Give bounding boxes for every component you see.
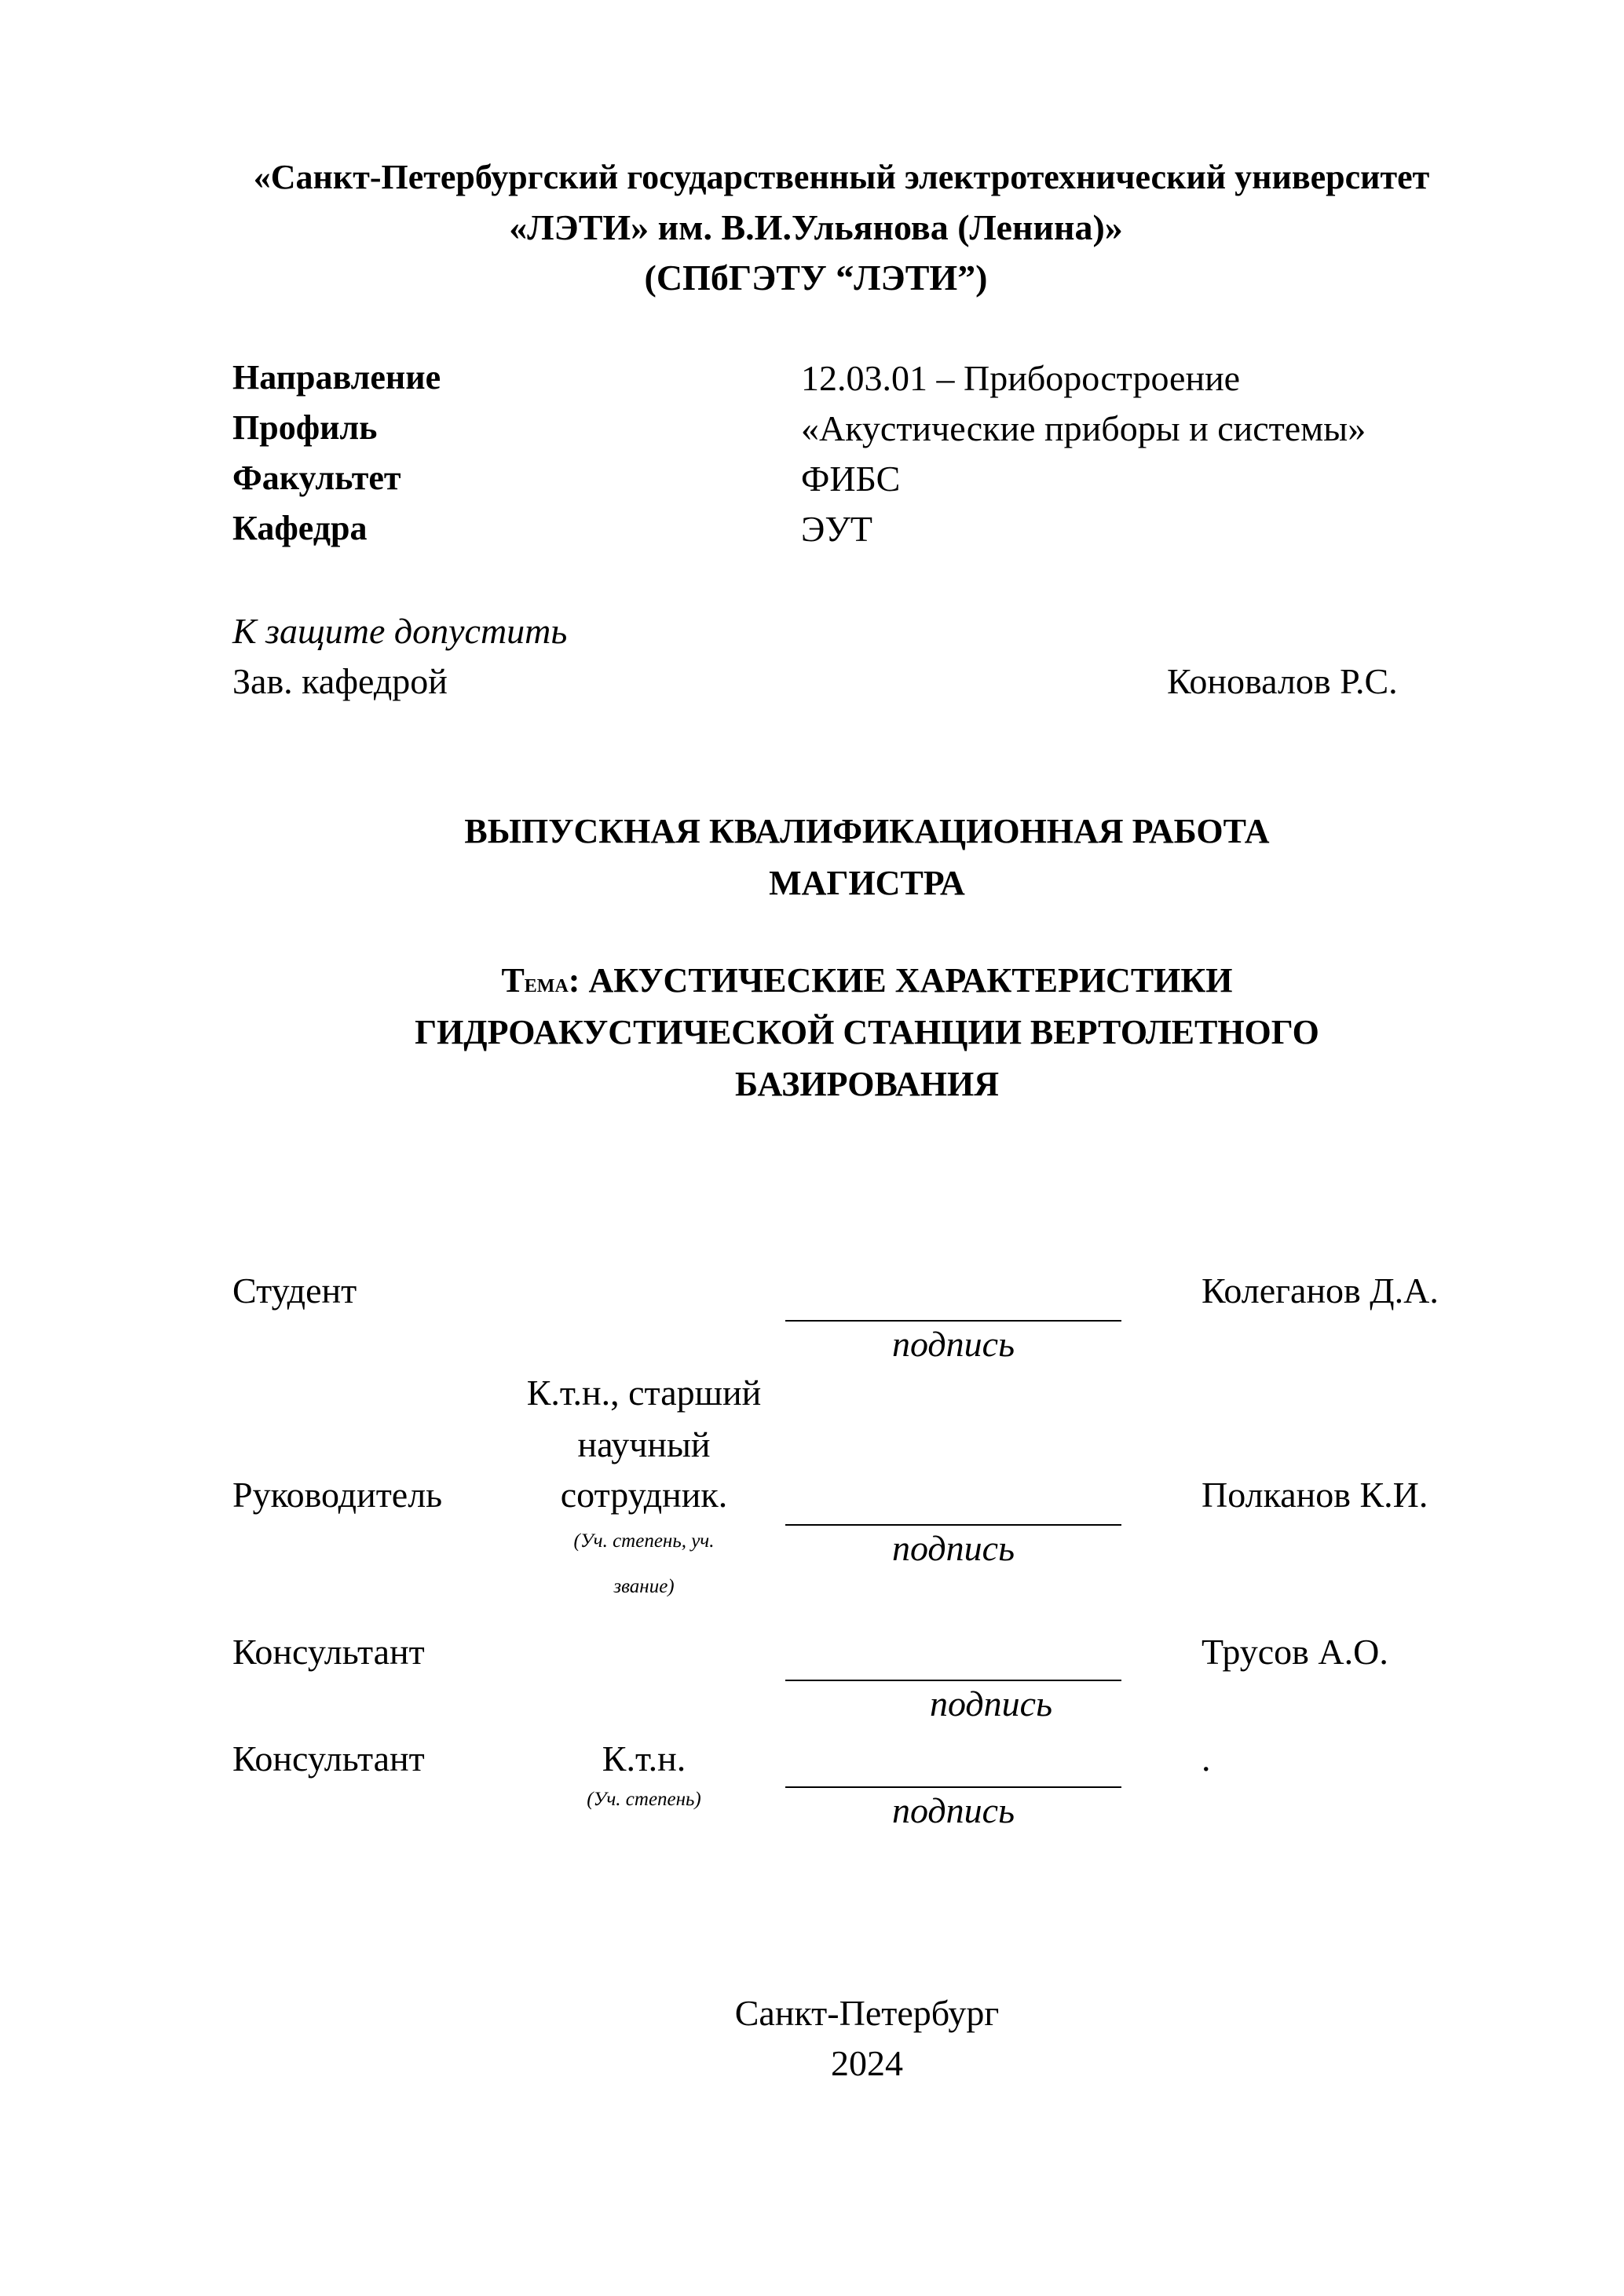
department-label: Кафедра — [232, 509, 368, 547]
supervisor-degree-line2: научный — [577, 1424, 711, 1464]
faculty-value: ФИБС — [801, 459, 901, 499]
supervisor-name: Полканов К.И. — [1202, 1475, 1428, 1515]
theme-line2: ГИДРОАКУСТИЧЕСКОЙ СТАНЦИИ ВЕРТОЛЕТНОГО — [415, 1013, 1319, 1051]
faculty-label: Факультет — [232, 459, 401, 497]
admission-title: К защите допустить — [232, 611, 568, 651]
supervisor-degree-hint-line1: (Уч. степень, уч. — [573, 1530, 715, 1552]
supervisor-degree-hint-line2: звание) — [613, 1576, 675, 1597]
supervisor-label: Руководитель — [232, 1475, 443, 1515]
consultant1-label: Консультант — [232, 1632, 425, 1672]
work-type-line1: ВЫПУСКНАЯ КВАЛИФИКАЦИОННАЯ РАБОТА — [464, 812, 1270, 850]
consultant2-degree-hint: (Уч. степень) — [587, 1789, 701, 1810]
theme-prefix-first: Т — [501, 961, 525, 1000]
student-name: Колеганов Д.А. — [1202, 1270, 1439, 1311]
direction-value: 12.03.01 – Приборостроение — [801, 358, 1241, 398]
consultant1-signature-caption: подпись — [930, 1684, 1053, 1724]
work-type-line2: МАГИСТРА — [769, 864, 965, 902]
theme-prefix-rest: ема — [524, 969, 569, 998]
consultant1-name: Трусов А.О. — [1202, 1632, 1388, 1672]
supervisor-degree-line1: К.т.н., старший — [526, 1373, 762, 1413]
consultant2-signature-caption: подпись — [891, 1790, 1015, 1830]
theme-text-line1: АКУСТИЧЕСКИЕ ХАРАКТЕРИСТИКИ — [588, 961, 1233, 1000]
consultant2-degree: К.т.н. — [602, 1738, 686, 1779]
head-of-department-label: Зав. кафедрой — [232, 661, 448, 701]
student-signature-caption: подпись — [891, 1324, 1015, 1364]
footer-city: Санкт-Петербург — [734, 1993, 1000, 2033]
profile-value: «Акустические приборы и системы» — [801, 408, 1366, 448]
profile-label: Профиль — [232, 408, 378, 447]
student-label: Студент — [232, 1270, 357, 1311]
university-abbreviation: (СПбГЭТУ “ЛЭТИ”) — [644, 258, 988, 298]
supervisor-degree-line3: сотрудник. — [560, 1475, 728, 1515]
theme-colon: : — [568, 961, 580, 1000]
theme-line1 — [0, 956, 1624, 1008]
university-name-line1: «Санкт-Петербургский государственный электротехнический университет — [253, 158, 1430, 196]
direction-label: Направление — [232, 358, 441, 397]
supervisor-signature-caption: подпись — [891, 1528, 1015, 1568]
head-of-department-name: Коновалов Р.С. — [1167, 661, 1398, 701]
consultant2-label: Консультант — [232, 1738, 425, 1779]
footer-year: 2024 — [831, 2043, 903, 2083]
university-name-line2: «ЛЭТИ» им. В.И.Ульянова (Ленина)» — [509, 207, 1123, 247]
theme-line3: БАЗИРОВАНИЯ — [734, 1065, 1000, 1103]
consultant2-name: . — [1202, 1738, 1211, 1779]
department-value: ЭУТ — [801, 509, 873, 549]
